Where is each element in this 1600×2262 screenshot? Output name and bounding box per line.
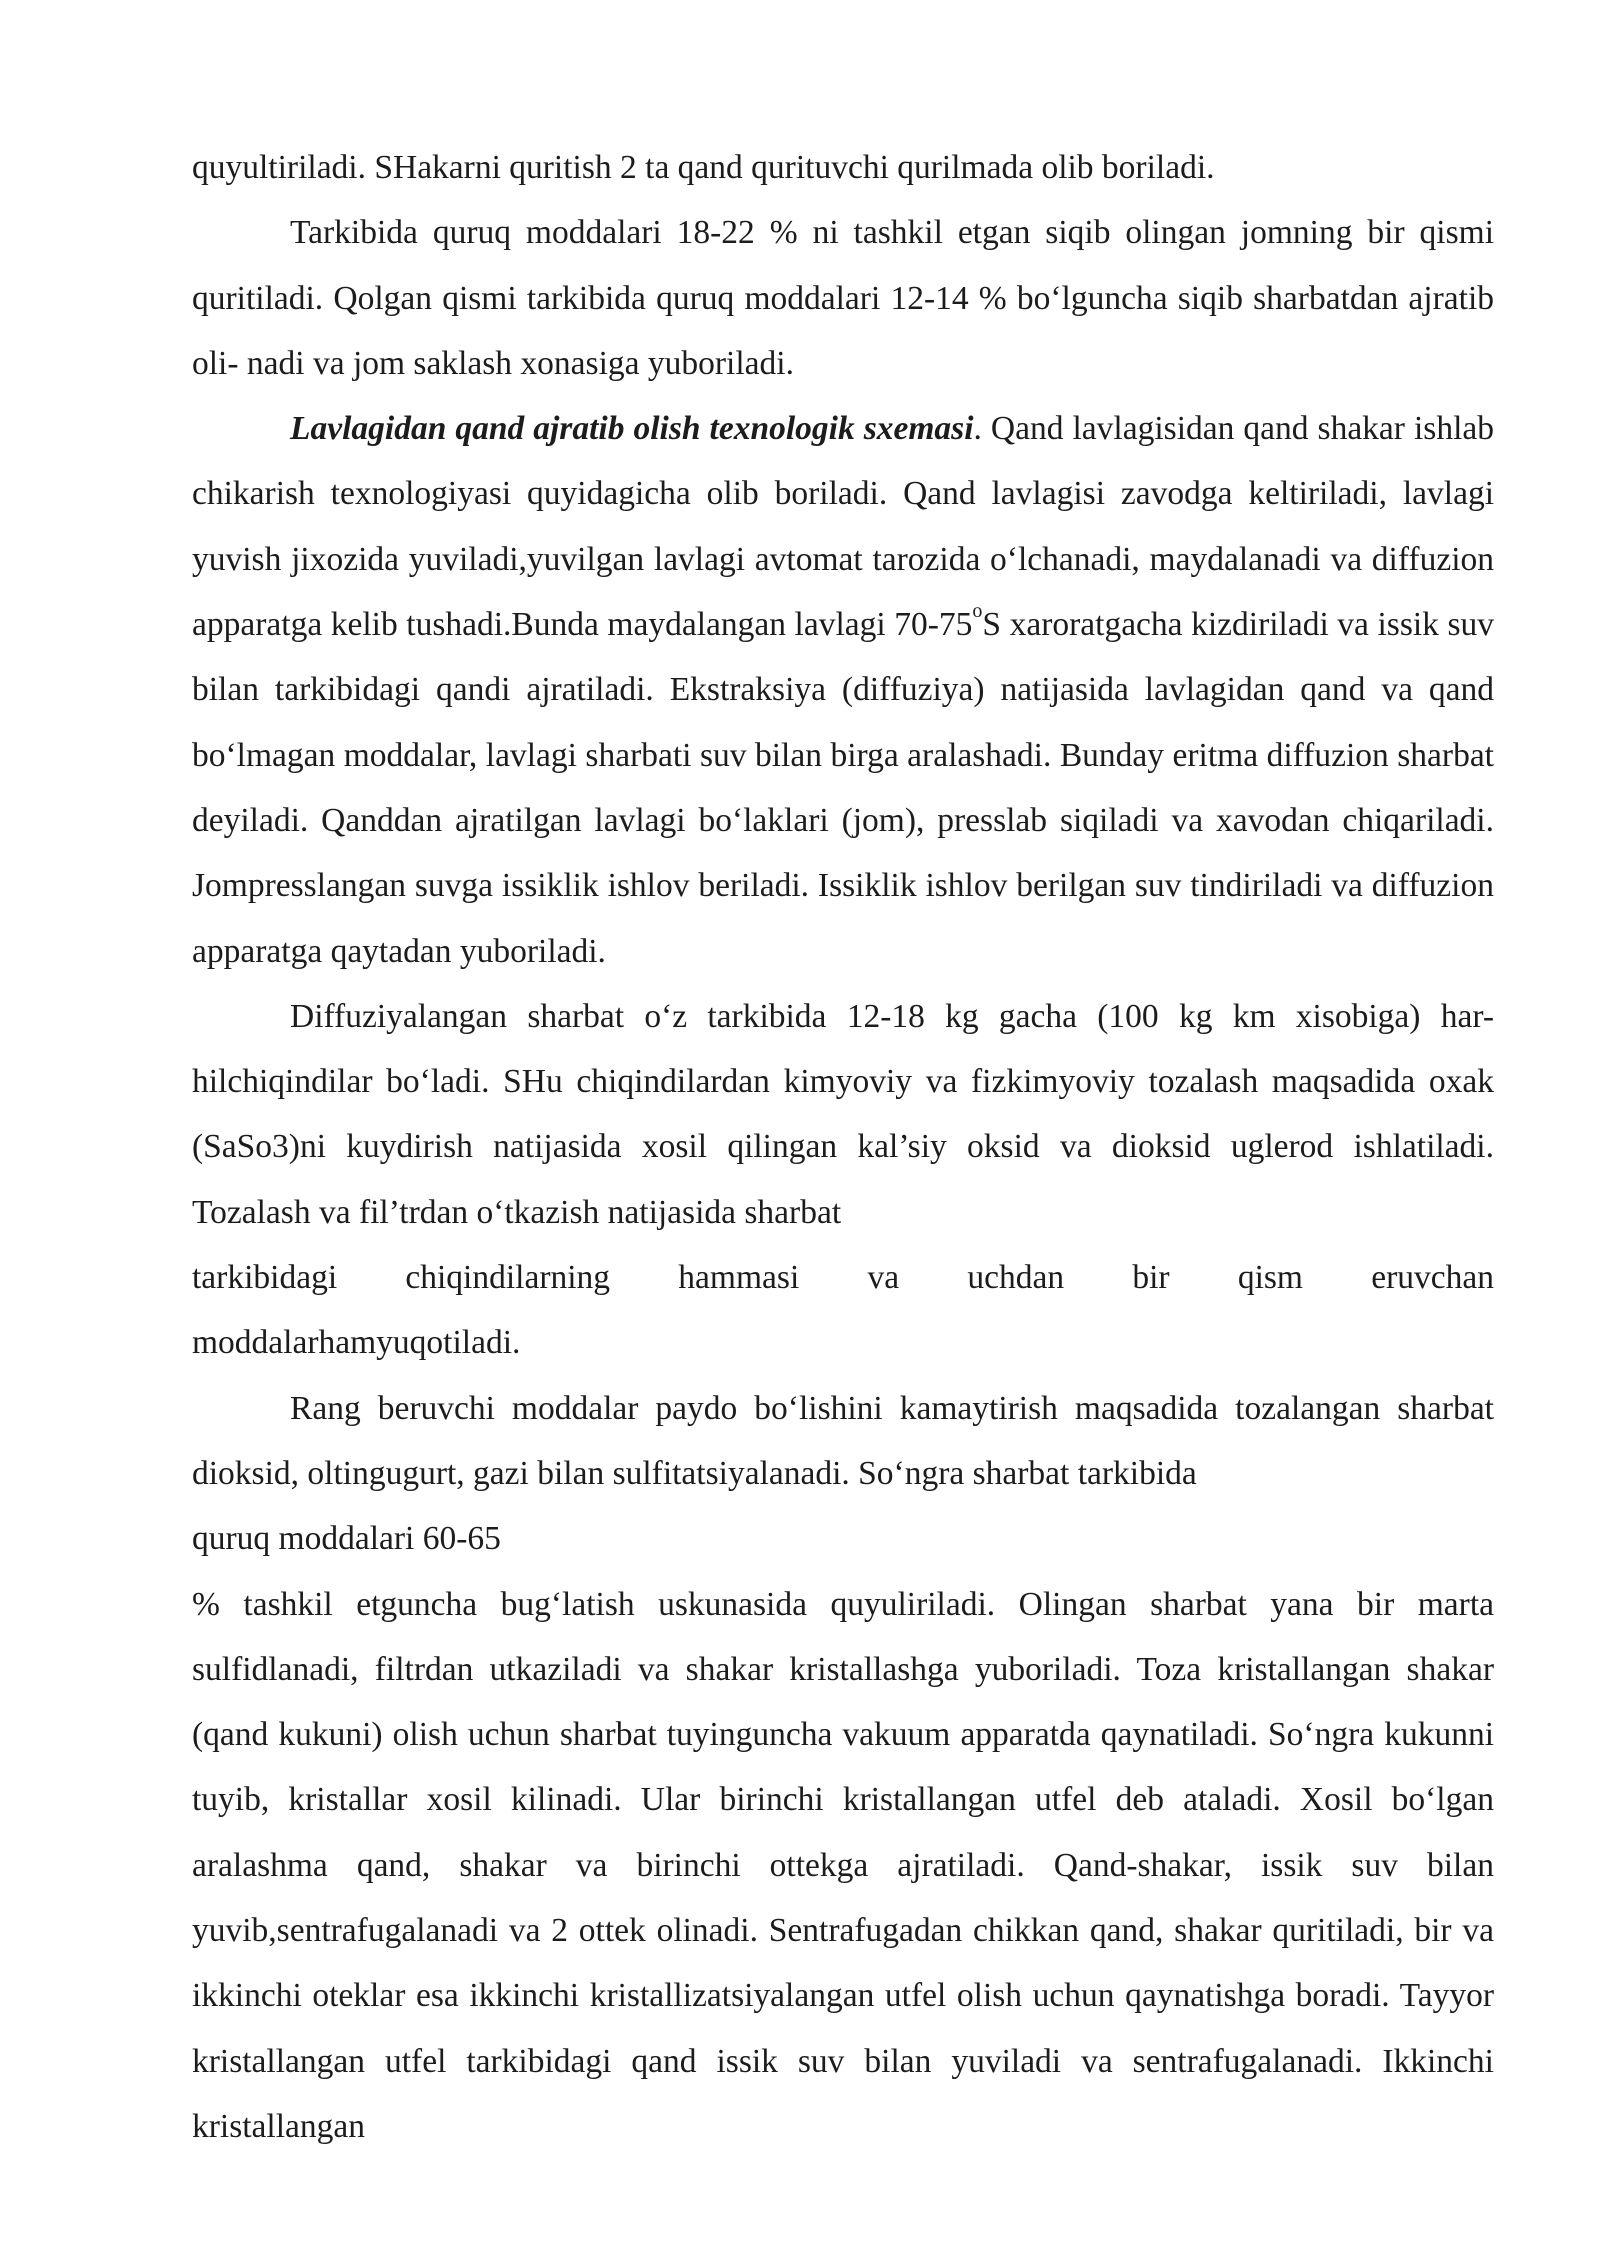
justified-line: tarkibidagi chiqindilarning hammasi va uchdan bir qism eruvchan bbox=[192, 1259, 1494, 1297]
paragraph-text: S xaroratgacha kizdiriladi va issik suv bilan tarkibidagi qandi ajratiladi. Ekstraksiya (diffuziya) natijasida lavlagidan qand va qand bo‘lmagan moddalar, lavlagi sharbati suv bilan birga aralashadi. Bunday eritma diffuzion sharbat deyiladi. Qanddan ajratilgan lavlagi bo‘laklari (jom), presslab siqiladi va xavodan chiqariladi. Jompresslangan suvga issiklik ishlov beriladi. Issiklik ishlov berilgan suv tindiriladi va diffuzion apparatga qaytadan yuboriladi. bbox=[192, 606, 1494, 970]
section-heading: Lavlagidan qand ajratib olish texnologik sxemasi bbox=[290, 410, 974, 448]
paragraph-text: . Qand lavlagisidan qand shakar ishlab chikarish texnologiyasi quyidagicha olib boriladi. Qand lavlagisi zavodga keltiriladi, lavlagi yuvish jixozida yuviladi,yuvilgan lavlagi avtomat tarozida o‘lchanadi, maydalanadi va diffuzion apparatga kelib tushadi.Bunda maydalangan lavlagi 70-75 bbox=[192, 410, 1494, 644]
paragraph-diffusion-juice bbox=[192, 984, 1494, 1376]
document-page bbox=[192, 135, 1494, 2159]
degree-superscript: o bbox=[972, 600, 983, 623]
paragraph-sulfitation bbox=[192, 1376, 1494, 1572]
paragraph-text: Tarkibida quruq moddalari 18-22 % ni tashkil etgan siqib olingan jomning bir qismi quritiladi. Qolgan qismi tarkibida quruq moddalari 12-14 % bo‘lguncha siqib sharbatdan ajratib oli- nadi va jom saklash xonasiga yuboriladi. bbox=[192, 214, 1494, 382]
paragraph-continuation bbox=[192, 135, 1494, 200]
paragraph-text: Diffuziyalangan sharbat o‘z tarkibida 12-18 kg gacha (100 kg km xisobiga) har- hilchiqindilar bo‘ladi. SHu chiqindilardan kimyoviy va fizkimyoviy tozalash maqsadida oxak (SaSo3)ni kuydirish natijasida xosil qilingan kal’siy oksid va dioksid uglerod ishlatiladi. Tozalash va fil’trdan o‘tkazish natijasida sharbat bbox=[192, 997, 1494, 1231]
paragraph-text: quyultiriladi. SHakarni quritish 2 ta qand qurituvchi qurilmada olib boriladi. bbox=[192, 149, 1215, 186]
paragraph-jom-drying bbox=[192, 200, 1494, 396]
paragraph-crystallization bbox=[192, 1572, 1494, 2160]
paragraph-text: % tashkil etguncha bug‘latish uskunasida quyuliriladi. Olingan sharbat yana bir marta sulfidlanadi, filtrdan utkaziladi va shakar kristallashga yuboriladi. Toza kristallangan shakar (qand kukuni) olish uchun sharbat tuyinguncha vakuum apparatda qaynatiladi. So‘ngra kukunni tuyib, kristallar xosil kilinadi. Ular birinchi kristallangan utfel deb ataladi. Xosil bo‘lgan aralashma qand, shakar va birinchi ottekga ajratiladi. Qand-shakar, issik suv bilan yuvib,sentrafugalanadi va 2 ottek olinadi. Sentrafugadan chikkan qand, shakar quritiladi, bir va ikkinchi oteklar esa ikkinchi kristallizatsiyalangan utfel olish uchun qaynatishga boradi. Tayyor kristallangan utfel tarkibidagi qand issik suv bilan yuviladi va sentrafugalanadi. Ikkinchi kristallangan bbox=[192, 1585, 1494, 2145]
paragraph-text: moddalarhamyuqotiladi. bbox=[192, 1324, 521, 1362]
paragraph-technology-scheme bbox=[192, 396, 1494, 984]
paragraph-text: quruq moddalari 60-65 bbox=[192, 1520, 501, 1558]
paragraph-text: Rang beruvchi moddalar paydo bo‘lishini kamaytirish maqsadida tozalangan sharbat dioksid, oltingugurt, gazi bilan sulfitatsiyalanadi. So‘ngra sharbat tarkibida bbox=[192, 1389, 1494, 1492]
